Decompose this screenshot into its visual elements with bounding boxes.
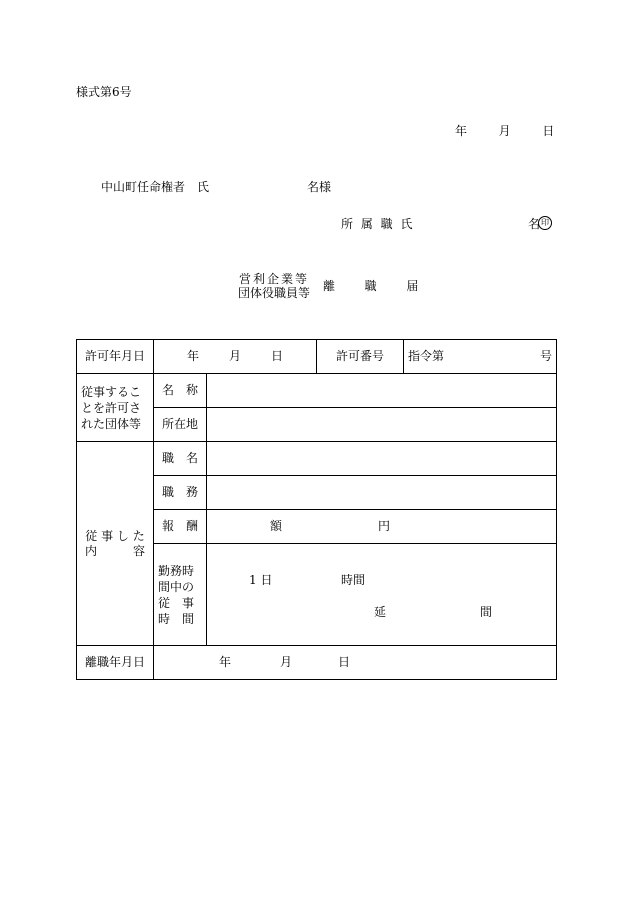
order-suffix: 号 <box>540 349 553 363</box>
org-address-field[interactable] <box>207 408 557 442</box>
hours-label-4: 時 間 <box>158 611 195 626</box>
name-suffix: 名 <box>528 217 541 231</box>
title-char-2: 職 <box>364 279 377 293</box>
resign-year: 年 <box>219 655 232 669</box>
position-row <box>77 442 557 476</box>
duty-field[interactable] <box>207 476 557 510</box>
resign-month: 月 <box>280 655 293 669</box>
resign-date-row <box>77 646 557 680</box>
org-name-row <box>77 374 557 408</box>
permit-number-label: 許可番号 <box>317 340 404 374</box>
organization-label: 従事することを許可された団体等 <box>77 374 154 442</box>
date-day: 日 <box>542 124 555 138</box>
date-month: 月 <box>498 124 511 138</box>
seal-mark: 印 <box>538 216 552 230</box>
document-title <box>323 279 418 293</box>
permit-row <box>77 340 557 374</box>
permit-month: 月 <box>229 349 242 363</box>
resign-date-label: 離職年月日 <box>77 646 154 680</box>
title-char-1: 離 <box>323 279 336 293</box>
submission-date <box>455 124 554 138</box>
title-line-2: 団体役職員等 <box>238 286 311 300</box>
pay-amount-label: 額 <box>270 519 283 533</box>
affiliation-label: 所 属 職 氏 <box>341 217 415 231</box>
permit-date-field[interactable] <box>154 340 317 374</box>
addressee-suffix: 名様 <box>307 180 332 194</box>
org-address-label: 所在地 <box>154 408 207 442</box>
title-char-3: 届 <box>406 279 419 293</box>
org-name-field[interactable] <box>207 374 557 408</box>
hours-label-1: 勤務時 <box>158 563 195 578</box>
order-label: 指令第 <box>408 349 445 363</box>
pay-field[interactable] <box>207 510 557 544</box>
form-number: 様式第6号 <box>76 85 132 99</box>
permit-date-label: 許可年月日 <box>77 340 154 374</box>
permit-day: 日 <box>271 349 284 363</box>
addressee-label: 中山町任命権者 氏 <box>101 180 210 194</box>
addressee-line <box>101 180 331 194</box>
hours-label-3: 従 事 <box>158 595 195 610</box>
hours-label <box>154 544 207 646</box>
title-line-1: 営利企業等 <box>239 272 310 286</box>
order-number-field[interactable] <box>404 340 557 374</box>
pay-label: 報 酬 <box>154 510 207 544</box>
permit-year: 年 <box>186 349 199 363</box>
resign-day: 日 <box>338 655 351 669</box>
resignation-form-table <box>76 339 557 680</box>
duty-label: 職 務 <box>154 476 207 510</box>
position-field[interactable] <box>207 442 557 476</box>
hours-day-label: 1 日 <box>249 573 273 587</box>
hours-field[interactable] <box>207 544 557 646</box>
pay-yen-label: 円 <box>378 519 391 533</box>
org-name-label: 名 称 <box>154 374 207 408</box>
work-label-line-2: 内 容 <box>84 543 145 558</box>
work-label-line-1: 従 事 し た <box>85 528 145 543</box>
hours-total-label: 延 <box>374 605 387 619</box>
hours-between-label: 間 <box>480 605 493 619</box>
date-year: 年 <box>455 124 468 138</box>
work-content-label <box>77 442 154 646</box>
position-label: 職 名 <box>154 442 207 476</box>
title-qualifier <box>238 272 310 300</box>
hours-label-2: 間中の <box>158 579 195 594</box>
hours-hour-label: 時間 <box>341 573 366 587</box>
resign-date-field[interactable] <box>154 646 557 680</box>
